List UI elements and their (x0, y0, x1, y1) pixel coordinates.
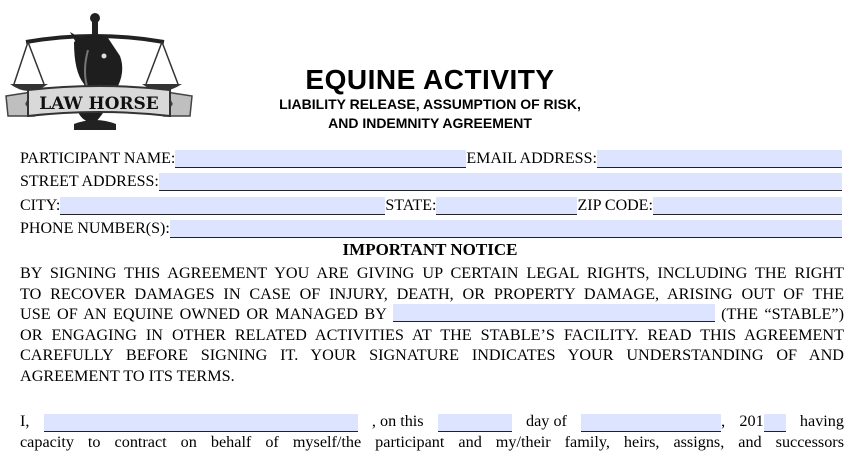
participant-name-field[interactable] (175, 150, 466, 168)
state-label: STATE: (385, 197, 437, 214)
notice-line-4: OR ENGAGING IN OTHER RELATED ACTIVITIES AT THE STABLE’S FACILITY. READ THIS AGREEMENT (20, 325, 844, 344)
notice-line-3 (20, 304, 844, 325)
agreement-line-2 (20, 432, 844, 453)
agreement-having-text: having (799, 412, 844, 430)
stable-name-field[interactable] (393, 304, 715, 322)
document-subtitle-line2: AND INDEMNITY AGREEMENT (328, 115, 532, 131)
important-notice-heading: IMPORTANT NOTICE (342, 240, 518, 259)
phone-number-label: PHONE NUMBER(S): (20, 220, 170, 237)
phone-row (20, 218, 842, 238)
year-field[interactable] (764, 414, 786, 432)
participant-signature-name-field[interactable] (44, 414, 358, 432)
email-address-label: EMAIL ADDRESS: (466, 150, 597, 167)
zip-code-label: ZIP CODE: (577, 197, 653, 214)
city-label: CITY: (20, 197, 61, 214)
participant-name-label: PARTICIPANT NAME: (20, 150, 176, 167)
month-field[interactable] (581, 414, 721, 432)
svg-text:LAW HORSE: LAW HORSE (39, 94, 159, 114)
day-field[interactable] (438, 414, 512, 432)
agreement-line-2-text: capacity to contract on behalf of myself/the participant and my/their family, heirs, assigns, and successors (20, 433, 844, 451)
agreement-paragraph (20, 411, 844, 453)
notice-line-6: AGREEMENT TO ITS TERMS. (20, 366, 235, 385)
document-title: EQUINE ACTIVITY (305, 64, 555, 95)
year-group (739, 411, 785, 432)
city-field[interactable] (60, 197, 385, 215)
agreement-line-1 (20, 411, 844, 432)
notice-line-3-end: (THE “STABLE”) (721, 305, 844, 324)
notice-line-1: BY SIGNING THIS AGREEMENT YOU ARE GIVING UP CERTAIN LEGAL RIGHTS, INCLUDING THE RIGHT (20, 264, 844, 282)
year-prefix-text: 201 (739, 412, 764, 430)
agreement-comma: , (721, 412, 726, 430)
zip-code-field[interactable] (653, 197, 842, 215)
agreement-day-of-text: day of (526, 412, 567, 430)
notice-line-3-start: USE OF AN EQUINE OWNED OR MANAGED BY (20, 305, 387, 324)
document-subtitle-line1: LIABILITY RELEASE, ASSUMPTION OF RISK, (279, 96, 581, 112)
agreement-on-this-text: , on this (371, 412, 424, 430)
notice-paragraph (20, 263, 844, 387)
state-field[interactable] (436, 197, 577, 215)
city-row (20, 195, 842, 215)
email-address-field[interactable] (597, 150, 842, 168)
agreement-i-text: I, (20, 412, 30, 430)
notice-line-2: TO RECOVER DAMAGES IN CASE OF INJURY, DEATH, OR PROPERTY DAMAGE, ARISING OUT OF THE (20, 284, 844, 303)
street-row (20, 171, 842, 191)
street-address-field[interactable] (159, 173, 842, 191)
month-group (581, 411, 725, 432)
participant-row (20, 148, 842, 168)
notice-line-5: CAREFULLY BEFORE SIGNING IT. YOUR SIGNATURE INDICATES YOUR UNDERSTANDING OF AND (20, 346, 844, 365)
street-address-label: STREET ADDRESS: (20, 173, 159, 190)
phone-number-field[interactable] (170, 220, 842, 238)
